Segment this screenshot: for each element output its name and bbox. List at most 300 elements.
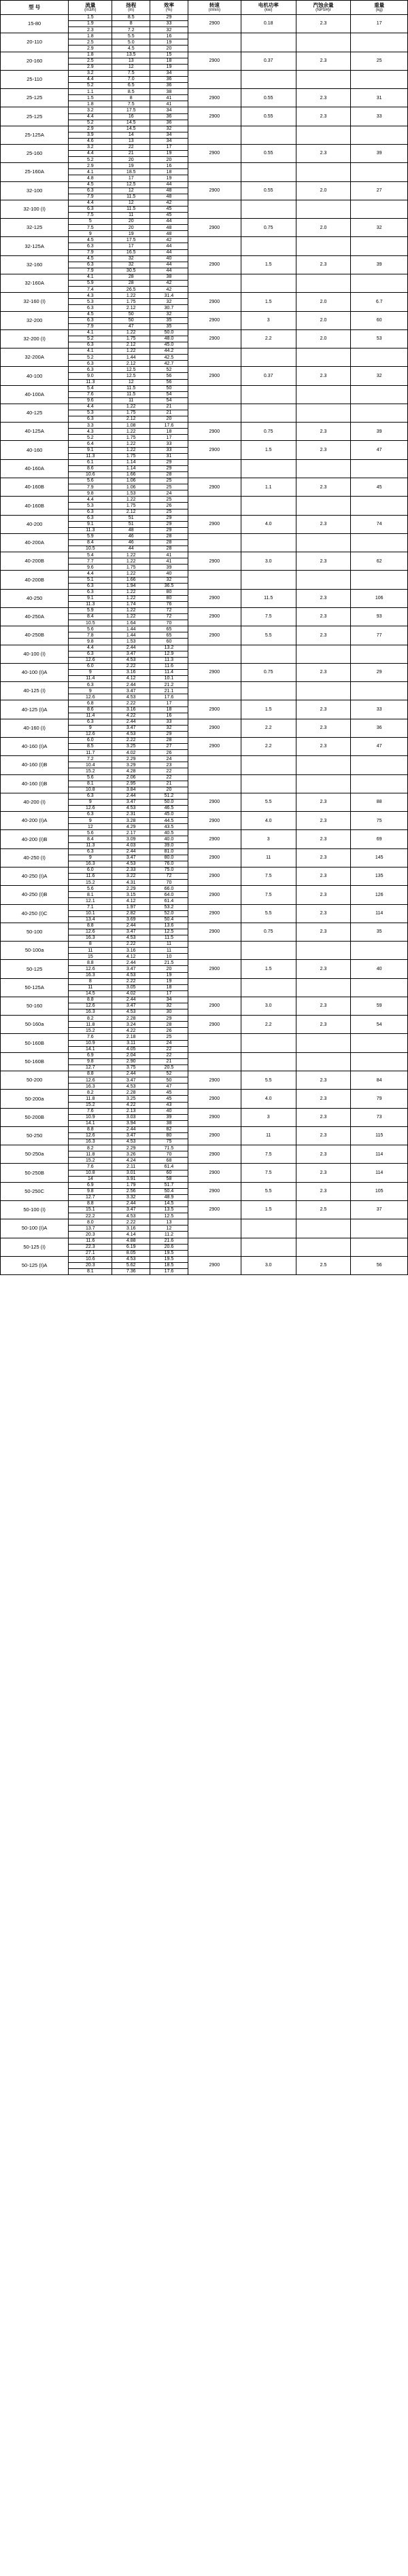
cell-efficiency: 58: [150, 1176, 188, 1182]
cell-efficiency: 41: [150, 552, 188, 558]
cell-model: 32-125A: [1, 237, 69, 255]
cell-flow: 12.7: [69, 1065, 112, 1071]
cell-speed: 2900: [188, 923, 241, 941]
cell-head: 1.22: [112, 552, 150, 558]
table-body: [1, 15, 408, 1275]
cell-head: 1.22: [112, 404, 150, 410]
cell-efficiency: 20.6: [150, 1244, 188, 1250]
cell-speed: 2900: [188, 1256, 241, 1274]
cell-npsh: [296, 1034, 351, 1052]
cell-motor-power: 0.75: [241, 423, 296, 441]
cell-head: 1.66: [112, 577, 150, 583]
cell-efficiency: 22: [150, 1046, 188, 1052]
cell-head: 13: [112, 138, 150, 144]
cell-flow: 4.5: [69, 255, 112, 262]
cell-efficiency: 19: [150, 978, 188, 984]
cell-head: 26.5: [112, 287, 150, 293]
cell-efficiency: 52: [150, 367, 188, 373]
cell-head: 3.47: [112, 1207, 150, 1213]
cell-weight: [351, 459, 408, 478]
cell-weight: 60: [351, 311, 408, 329]
table-row: [1, 997, 408, 1003]
cell-speed: 2900: [188, 848, 241, 867]
cell-speed: [188, 645, 241, 663]
cell-flow: 6.3: [69, 812, 112, 818]
cell-efficiency: 36: [150, 120, 188, 126]
cell-npsh: 2.5: [296, 1256, 351, 1274]
cell-weight: 115: [351, 1126, 408, 1145]
cell-npsh: 2.3: [296, 812, 351, 830]
table-row: [1, 293, 408, 299]
cell-flow: 1.8: [69, 101, 112, 107]
cell-efficiency: 18: [150, 58, 188, 64]
cell-efficiency: 50.0: [150, 799, 188, 805]
cell-head: 17.5: [112, 237, 150, 243]
cell-model: 50-250C: [1, 1182, 69, 1200]
cell-flow: 1.8: [69, 52, 112, 58]
cell-efficiency: 28: [150, 1022, 188, 1028]
cell-flow: 6.3: [69, 416, 112, 423]
header-model: 型 号: [1, 1, 69, 15]
cell-speed: [188, 682, 241, 700]
cell-model: 50-125 (I): [1, 1238, 69, 1256]
cell-efficiency: 29: [150, 15, 188, 21]
cell-npsh: [296, 645, 351, 663]
cell-head: 20: [112, 157, 150, 163]
cell-weight: 84: [351, 1071, 408, 1090]
cell-flow: 5.9: [69, 281, 112, 287]
cell-flow: 5.2: [69, 120, 112, 126]
cell-flow: 6.3: [69, 583, 112, 589]
cell-flow: 6.3: [69, 651, 112, 657]
cell-head: 4.12: [112, 898, 150, 904]
cell-flow: 10.4: [69, 762, 112, 768]
cell-head: 4.53: [112, 935, 150, 941]
cell-efficiency: 17: [150, 435, 188, 441]
cell-head: 3.24: [112, 1022, 150, 1028]
cell-npsh: 2.0: [296, 181, 351, 200]
cell-head: 3.25: [112, 1096, 150, 1102]
cell-efficiency: 44.2: [150, 348, 188, 355]
header-motor-power: 电机功率 (kw): [241, 1, 296, 15]
table-row: [1, 533, 408, 539]
cell-efficiency: 34: [150, 70, 188, 76]
cell-motor-power: [241, 533, 296, 552]
cell-flow: 7.6: [69, 1108, 112, 1114]
cell-head: 1.64: [112, 620, 150, 626]
cell-model: 25-125: [1, 107, 69, 126]
cell-flow: 7.7: [69, 558, 112, 565]
cell-flow: 7.5: [69, 225, 112, 231]
cell-flow: 5.3: [69, 410, 112, 416]
cell-head: 7.0: [112, 76, 150, 82]
cell-weight: [351, 404, 408, 422]
cell-efficiency: 50.4: [150, 916, 188, 923]
cell-efficiency: 12.5: [150, 929, 188, 935]
cell-efficiency: 11: [150, 948, 188, 954]
cell-flow: 11.4: [69, 713, 112, 719]
cell-weight: 56: [351, 1256, 408, 1274]
cell-flow: 11.3: [69, 527, 112, 533]
cell-weight: 33: [351, 107, 408, 126]
cell-flow: 11.6: [69, 1238, 112, 1244]
cell-model: 15-80: [1, 15, 69, 33]
cell-npsh: [296, 571, 351, 589]
table-row: [1, 144, 408, 150]
cell-efficiency: 50.4: [150, 1188, 188, 1194]
cell-flow: 8.5: [69, 744, 112, 750]
cell-efficiency: 11.5: [150, 935, 188, 941]
cell-motor-power: [241, 404, 296, 422]
cell-head: 4.03: [112, 842, 150, 848]
cell-head: 4.02: [112, 990, 150, 997]
cell-efficiency: 31.4: [150, 293, 188, 299]
cell-speed: [188, 33, 241, 52]
cell-head: 1.97: [112, 904, 150, 910]
cell-flow: 8.4: [69, 614, 112, 620]
cell-weight: 36: [351, 719, 408, 737]
cell-head: 3.69: [112, 916, 150, 923]
cell-speed: 2900: [188, 52, 241, 70]
cell-efficiency: 60: [150, 639, 188, 645]
cell-npsh: [296, 978, 351, 997]
cell-flow: 10.8: [69, 1170, 112, 1176]
cell-head: 2.44: [112, 719, 150, 725]
cell-flow: 4.1: [69, 274, 112, 280]
cell-motor-power: 2.2: [241, 329, 296, 348]
cell-head: 1.22: [112, 558, 150, 565]
cell-flow: 8.2: [69, 1145, 112, 1151]
cell-efficiency: 82: [150, 1126, 188, 1132]
cell-head: 3.28: [112, 818, 150, 824]
cell-efficiency: 17.6: [150, 423, 188, 429]
table-row: [1, 1052, 408, 1058]
cell-model: 40-125: [1, 404, 69, 422]
cell-head: 11.5: [112, 385, 150, 391]
cell-model: 25-160A: [1, 163, 69, 181]
cell-speed: [188, 533, 241, 552]
cell-weight: 75: [351, 812, 408, 830]
cell-efficiency: 17.6: [150, 694, 188, 700]
cell-efficiency: 39: [150, 565, 188, 571]
cell-flow: 8.1: [69, 892, 112, 898]
table-row: [1, 441, 408, 447]
cell-npsh: 2.3: [296, 107, 351, 126]
cell-model: 32-200: [1, 311, 69, 329]
cell-flow: 5.3: [69, 299, 112, 305]
cell-efficiency: 22: [150, 1052, 188, 1058]
table-row: [1, 219, 408, 225]
cell-flow: 9: [69, 855, 112, 861]
cell-flow: 15.2: [69, 1158, 112, 1164]
cell-motor-power: 1.5: [241, 441, 296, 459]
cell-flow: 5.6: [69, 830, 112, 836]
cell-efficiency: 32: [150, 299, 188, 305]
pump-spec-sheet: [0, 0, 408, 1275]
cell-flow: 5.3: [69, 503, 112, 509]
cell-speed: 2900: [188, 144, 241, 162]
cell-model: 50-125A: [1, 978, 69, 997]
cell-npsh: 2.3: [296, 1090, 351, 1108]
cell-speed: 2900: [188, 1108, 241, 1126]
table-row: [1, 515, 408, 521]
cell-npsh: [296, 274, 351, 292]
cell-flow: 10.6: [69, 1256, 112, 1262]
cell-head: 11.5: [112, 194, 150, 200]
cell-head: 2.44: [112, 793, 150, 799]
cell-model: 25-110: [1, 70, 69, 88]
cell-efficiency: 10: [150, 954, 188, 960]
cell-efficiency: 26: [150, 503, 188, 509]
cell-head: 1.22: [112, 589, 150, 595]
cell-head: 13.5: [112, 52, 150, 58]
cell-head: 4.88: [112, 1238, 150, 1244]
cell-head: 4.53: [112, 1139, 150, 1145]
cell-speed: [188, 978, 241, 997]
cell-npsh: [296, 33, 351, 52]
cell-efficiency: 66.0: [150, 886, 188, 892]
cell-head: 4.53: [112, 657, 150, 663]
cell-weight: 35: [351, 923, 408, 941]
cell-model: 40-100: [1, 367, 69, 385]
cell-model: 50-160a: [1, 1016, 69, 1034]
cell-head: 20: [112, 219, 150, 225]
cell-flow: 5.6: [69, 886, 112, 892]
cell-npsh: 2.3: [296, 663, 351, 681]
cell-efficiency: 65: [150, 632, 188, 639]
cell-model: 40-250A: [1, 608, 69, 626]
cell-head: 4.53: [112, 1009, 150, 1016]
cell-flow: 10.5: [69, 546, 112, 552]
cell-weight: 114: [351, 1145, 408, 1164]
cell-efficiency: 39.0: [150, 842, 188, 848]
cell-flow: 15.1: [69, 1207, 112, 1213]
cell-flow: 6.3: [69, 367, 112, 373]
cell-flow: 5.2: [69, 355, 112, 361]
cell-flow: 9: [69, 725, 112, 731]
table-row: [1, 237, 408, 243]
cell-flow: 3.3: [69, 423, 112, 429]
cell-flow: 20.3: [69, 1262, 112, 1268]
cell-speed: 2900: [188, 700, 241, 719]
cell-efficiency: 44: [150, 268, 188, 274]
cell-flow: 14.1: [69, 1046, 112, 1052]
cell-flow: 9: [69, 231, 112, 237]
cell-flow: 6.1: [69, 459, 112, 465]
cell-flow: 27.1: [69, 1250, 112, 1256]
cell-head: 3.16: [112, 948, 150, 954]
cell-head: 17: [112, 175, 150, 181]
cell-speed: 2900: [188, 15, 241, 33]
cell-head: 3.01: [112, 1170, 150, 1176]
cell-motor-power: 11: [241, 848, 296, 867]
cell-efficiency: 19.5: [150, 1256, 188, 1262]
cell-efficiency: 76: [150, 601, 188, 607]
cell-model: 50-250B: [1, 1164, 69, 1182]
cell-head: 51: [112, 521, 150, 527]
cell-head: 3.05: [112, 984, 150, 990]
cell-head: 2.44: [112, 923, 150, 929]
cell-head: 2.04: [112, 1052, 150, 1058]
cell-efficiency: 17.6: [150, 1269, 188, 1275]
cell-head: 11.5: [112, 391, 150, 397]
cell-weight: 74: [351, 515, 408, 533]
table-row: [1, 923, 408, 929]
table-row: [1, 848, 408, 855]
cell-head: 4.05: [112, 1046, 150, 1052]
cell-head: 2.44: [112, 848, 150, 855]
cell-flow: 6.0: [69, 663, 112, 669]
cell-motor-power: [241, 348, 296, 367]
cell-head: 3.16: [112, 706, 150, 713]
cell-head: 1.08: [112, 423, 150, 429]
cell-head: 1.06: [112, 478, 150, 484]
cell-speed: 2900: [188, 423, 241, 441]
cell-npsh: 2.3: [296, 1016, 351, 1034]
cell-head: 16.5: [112, 249, 150, 255]
cell-flow: 5.9: [69, 608, 112, 614]
cell-head: 1.06: [112, 484, 150, 490]
cell-weight: [351, 237, 408, 255]
cell-speed: 2900: [188, 830, 241, 848]
cell-model: 50-125 (I)A: [1, 1256, 69, 1274]
cell-speed: [188, 70, 241, 88]
cell-efficiency: 36: [150, 76, 188, 82]
cell-efficiency: 38: [150, 274, 188, 280]
cell-head: 4.53: [112, 1213, 150, 1219]
cell-npsh: 2.3: [296, 52, 351, 70]
cell-model: 50-100a: [1, 942, 69, 960]
cell-weight: 105: [351, 1182, 408, 1200]
cell-efficiency: 34: [150, 997, 188, 1003]
cell-flow: 9.8: [69, 490, 112, 497]
cell-head: 18.5: [112, 169, 150, 175]
cell-flow: 4.5: [69, 181, 112, 187]
cell-flow: 8.6: [69, 465, 112, 471]
cell-npsh: [296, 533, 351, 552]
cell-weight: [351, 533, 408, 552]
cell-motor-power: 7.5: [241, 867, 296, 885]
cell-model: 32-100 (I): [1, 200, 69, 218]
table-row: [1, 1164, 408, 1170]
cell-efficiency: 33: [150, 719, 188, 725]
table-row: [1, 589, 408, 595]
cell-weight: 126: [351, 886, 408, 904]
cell-model: 20-160: [1, 52, 69, 70]
cell-head: 4.53: [112, 972, 150, 978]
cell-speed: 2900: [188, 867, 241, 885]
cell-speed: 2900: [188, 219, 241, 237]
cell-motor-power: 7.5: [241, 608, 296, 626]
cell-head: 3.91: [112, 1176, 150, 1182]
cell-head: 1.22: [112, 497, 150, 503]
cell-speed: 2900: [188, 552, 241, 571]
cell-efficiency: 48.9: [150, 1194, 188, 1200]
cell-efficiency: 32: [150, 311, 188, 317]
table-row: [1, 960, 408, 966]
cell-efficiency: 21.5: [150, 960, 188, 966]
table-row: [1, 423, 408, 429]
cell-weight: [351, 571, 408, 589]
cell-model: 25-160: [1, 144, 69, 162]
cell-efficiency: 20: [150, 966, 188, 972]
cell-motor-power: 0.37: [241, 52, 296, 70]
cell-efficiency: 18.5: [150, 1262, 188, 1268]
cell-npsh: 2.3: [296, 626, 351, 645]
cell-flow: 8.1: [69, 781, 112, 787]
cell-efficiency: 40: [150, 255, 188, 262]
cell-head: 3.75: [112, 1065, 150, 1071]
cell-motor-power: 3.0: [241, 997, 296, 1015]
cell-model: 40-160 (I): [1, 719, 69, 737]
cell-speed: [188, 274, 241, 292]
cell-flow: 8.2: [69, 1090, 112, 1096]
cell-head: 2.13: [112, 1108, 150, 1114]
cell-head: 1.44: [112, 632, 150, 639]
cell-efficiency: 25: [150, 1034, 188, 1040]
table-row: [1, 1108, 408, 1114]
cell-flow: 8.8: [69, 1071, 112, 1077]
cell-speed: [188, 942, 241, 960]
cell-model: 40-200 (I)B: [1, 830, 69, 848]
cell-flow: 4.1: [69, 348, 112, 355]
cell-efficiency: 46.5: [150, 806, 188, 812]
cell-efficiency: 28: [150, 471, 188, 478]
cell-efficiency: 27: [150, 744, 188, 750]
cell-efficiency: 13.2: [150, 645, 188, 651]
cell-head: 1.22: [112, 595, 150, 601]
cell-weight: [351, 645, 408, 663]
cell-head: 4.22: [112, 713, 150, 719]
cell-npsh: 2.3: [296, 867, 351, 885]
cell-motor-power: 1.5: [241, 960, 296, 978]
cell-head: 2.44: [112, 960, 150, 966]
cell-head: 17: [112, 243, 150, 249]
cell-flow: 2.9: [69, 163, 112, 169]
cell-flow: 11.3: [69, 379, 112, 385]
cell-head: 2.29: [112, 886, 150, 892]
cell-flow: 6.3: [69, 793, 112, 799]
cell-model: 32-100: [1, 181, 69, 200]
cell-flow: 8.8: [69, 923, 112, 929]
cell-efficiency: 20: [150, 157, 188, 163]
cell-speed: 2900: [188, 181, 241, 200]
cell-efficiency: 32: [150, 1003, 188, 1009]
cell-model: 40-125 (I)A: [1, 700, 69, 719]
table-row: [1, 626, 408, 632]
cell-head: 8.05: [112, 1250, 150, 1256]
cell-head: 7.36: [112, 1269, 150, 1275]
cell-efficiency: 18: [150, 984, 188, 990]
cell-efficiency: 36: [150, 83, 188, 89]
cell-motor-power: 0.55: [241, 144, 296, 162]
table-row: [1, 70, 408, 76]
cell-head: 1.75: [112, 410, 150, 416]
cell-weight: 54: [351, 1016, 408, 1034]
cell-motor-power: [241, 774, 296, 793]
cell-head: 3.47: [112, 966, 150, 972]
cell-weight: [351, 70, 408, 88]
table-row: [1, 1071, 408, 1077]
cell-efficiency: 11.3: [150, 657, 188, 663]
table-row: [1, 1090, 408, 1096]
cell-head: 3.32: [112, 1194, 150, 1200]
cell-head: 2.56: [112, 1188, 150, 1194]
cell-speed: [188, 237, 241, 255]
cell-weight: [351, 348, 408, 367]
cell-flow: 6.9: [69, 1052, 112, 1058]
cell-speed: 2900: [188, 1201, 241, 1219]
